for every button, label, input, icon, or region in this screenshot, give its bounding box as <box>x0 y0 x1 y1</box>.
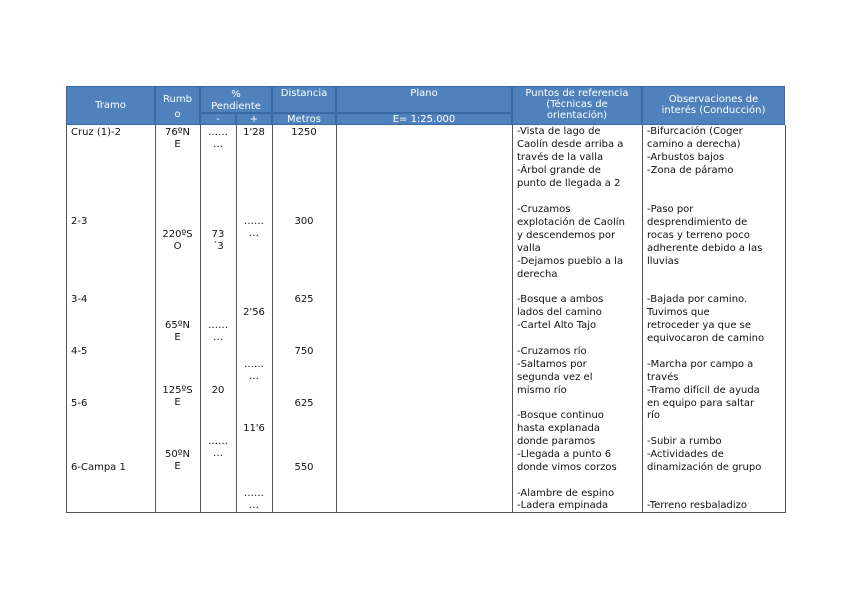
tramo-cell: 3-4 <box>71 294 88 305</box>
rumbo-value: O <box>173 241 182 252</box>
pend-plus-value: …… <box>244 488 264 499</box>
pend-minus-cell <box>200 127 236 151</box>
rumbo-value: 76ºN <box>165 127 190 138</box>
pend-minus-value: 20 <box>211 385 225 396</box>
observaciones-line: -Bajada por camino. <box>647 294 748 305</box>
observaciones-line: Tuvimos que <box>647 307 710 318</box>
header-rumbo-line1: Rumb <box>163 94 192 105</box>
pend-plus-value: … <box>249 228 259 239</box>
pend-plus-value: 11'6 <box>243 423 265 434</box>
header-pendiente <box>200 86 272 113</box>
grid-line <box>512 125 513 513</box>
rumbo-value: 220ºS <box>162 229 193 240</box>
pend-plus-value: …… <box>244 216 264 227</box>
observaciones-line: desprendimiento de <box>647 217 748 228</box>
grid-line <box>66 125 67 513</box>
observaciones-line: -Paso por <box>647 204 694 215</box>
header-pendiente-minus <box>200 113 236 125</box>
puntos-line: -Cruzamos río <box>517 346 587 357</box>
observaciones-line: -Actividades de <box>647 449 724 460</box>
header-distancia-unit-label: Metros <box>287 114 321 125</box>
puntos-line: -Cruzamos <box>517 204 571 215</box>
grid-line <box>66 512 786 513</box>
pend-plus-value: … <box>249 500 259 511</box>
rumbo-cell <box>155 449 200 473</box>
rumbo-value: 65ºN <box>165 320 190 331</box>
tramo-cell: Cruz (1)-2 <box>71 127 121 138</box>
pend-minus-value: … <box>213 448 223 459</box>
header-pendiente-plus-label: + <box>249 114 259 125</box>
observaciones-line: -Marcha por campo a <box>647 359 754 370</box>
pend-plus-cell <box>236 423 272 435</box>
puntos-line: -Ladera empinada <box>517 500 609 511</box>
pend-plus-value: 1'28 <box>243 127 265 138</box>
header-plano <box>336 86 512 113</box>
pend-minus-value: …… <box>208 127 228 138</box>
distancia-cell: 625 <box>294 398 314 409</box>
grid-line <box>336 125 337 513</box>
pend-minus-value: …… <box>208 436 228 447</box>
tramo-cell: 6-Campa 1 <box>71 462 126 473</box>
grid-line <box>272 125 273 513</box>
header-pendiente-line2: Pendiente <box>211 101 261 112</box>
puntos-line: y descendemos por <box>517 230 616 241</box>
header-puntos-line2: (Técnicas de <box>546 99 608 110</box>
pend-minus-value: ´3 <box>212 241 224 252</box>
pend-minus-cell <box>200 436 236 460</box>
pend-plus-cell <box>236 359 272 383</box>
puntos-line: -Cartel Alto Tajo <box>517 320 597 331</box>
header-puntos <box>512 86 642 125</box>
pend-plus-cell <box>236 488 272 512</box>
header-distancia <box>272 86 336 113</box>
puntos-line: donde paramos <box>517 436 596 447</box>
pend-plus-cell <box>236 307 272 319</box>
rumbo-cell <box>155 320 200 344</box>
puntos-line: punto de llegada a 2 <box>517 178 621 189</box>
pend-minus-value: … <box>213 332 223 343</box>
observaciones-line: equivocaron de camino <box>647 333 765 344</box>
pend-plus-cell <box>236 216 272 240</box>
grid-line <box>785 125 786 513</box>
tramo-cell: 2-3 <box>71 216 88 227</box>
pend-plus-value: … <box>249 371 259 382</box>
header-plano-scale <box>336 113 512 125</box>
header-pendiente-minus-label: - <box>216 114 220 125</box>
puntos-line: -Alambre de espino <box>517 488 615 499</box>
pend-plus-cell <box>236 127 272 139</box>
observaciones-line: dinamización de grupo <box>647 462 762 473</box>
observaciones-line: río <box>647 410 661 421</box>
puntos-line: -Bosque a ambos <box>517 294 604 305</box>
pend-minus-value: …… <box>208 320 228 331</box>
header-plano-label: Plano <box>410 88 438 99</box>
header-puntos-line1: Puntos de referencia <box>525 88 629 99</box>
grid-line <box>642 125 643 513</box>
puntos-line: lados del camino <box>517 307 602 318</box>
header-pendiente-plus <box>236 113 272 125</box>
header-puntos-line3: orientación) <box>546 110 608 121</box>
puntos-line: explotación de Caolín <box>517 217 625 228</box>
observaciones-line: camino a derecha) <box>647 139 741 150</box>
observaciones-line: -Arbustos bajos <box>647 152 725 163</box>
rumbo-cell <box>155 127 200 151</box>
rumbo-cell <box>155 385 200 409</box>
grid-line <box>236 125 237 513</box>
puntos-line: través de la valla <box>517 152 604 163</box>
header-rumbo <box>155 86 200 125</box>
distancia-cell: 625 <box>294 294 314 305</box>
distancia-cell: 1250 <box>291 127 317 138</box>
pend-minus-cell <box>200 320 236 344</box>
distancia-cell: 300 <box>294 216 314 227</box>
rumbo-value: E <box>174 397 181 408</box>
observaciones-line: -Subir a rumbo <box>647 436 722 447</box>
rumbo-value: 50ºN <box>165 449 190 460</box>
distancia-cell: 750 <box>294 346 314 357</box>
observaciones-line: retroceder ya que se <box>647 320 752 331</box>
tramo-cell: 4-5 <box>71 346 88 357</box>
observaciones-line: través <box>647 372 679 383</box>
puntos-line: segunda vez el <box>517 372 593 383</box>
puntos-line: -Dejamos pueblo a la <box>517 256 624 267</box>
puntos-line: derecha <box>517 269 558 280</box>
puntos-line: mismo río <box>517 385 567 396</box>
puntos-line: valla <box>517 243 541 254</box>
rumbo-value: 125ºS <box>162 385 193 396</box>
rumbo-value: E <box>174 332 181 343</box>
rumbo-value: E <box>174 139 181 150</box>
tramo-cell: 5-6 <box>71 398 88 409</box>
observaciones-line: -Zona de páramo <box>647 165 734 176</box>
pend-plus-value: 2'56 <box>243 307 265 318</box>
pend-minus-cell <box>200 229 236 253</box>
pend-minus-cell <box>200 385 236 397</box>
observaciones-line: en equipo para saltar <box>647 398 755 409</box>
header-plano-scale-label: E= 1:25.000 <box>392 114 456 125</box>
observaciones-line: -Tramo difícil de ayuda <box>647 385 760 396</box>
distancia-cell: 550 <box>294 462 314 473</box>
pend-plus-value: …… <box>244 359 264 370</box>
observaciones-line: -Bifurcación (Coger <box>647 126 743 137</box>
rumbo-cell <box>155 229 200 253</box>
puntos-line: -Saltamos por <box>517 359 587 370</box>
observaciones-line: rocas y terreno poco <box>647 230 750 241</box>
pend-minus-value: 73 <box>211 229 225 240</box>
observaciones-line: -Terreno resbaladizo <box>647 500 747 511</box>
header-pendiente-line1: % <box>231 89 241 100</box>
header-rumbo-line2: o <box>174 109 181 120</box>
header-observaciones-line1: Observaciones de <box>668 94 759 105</box>
header-tramo <box>66 86 155 125</box>
header-observaciones <box>642 86 785 125</box>
puntos-line: -Vista de lago de <box>517 126 601 137</box>
puntos-line: donde vimos corzos <box>517 462 617 473</box>
puntos-line: -Llegada a punto 6 <box>517 449 612 460</box>
observaciones-line: adherente debido a las <box>647 243 763 254</box>
pend-minus-value: … <box>213 139 223 150</box>
header-observaciones-line2: interés (Conducción) <box>661 105 766 116</box>
puntos-line: -Bosque continuo <box>517 410 604 421</box>
header-distancia-unit <box>272 113 336 125</box>
observaciones-line: lluvias <box>647 256 679 267</box>
header-tramo-label: Tramo <box>95 100 126 111</box>
header-distancia-label: Distancia <box>280 88 328 99</box>
puntos-line: -Árbol grande de <box>517 165 601 176</box>
puntos-line: Caolín desde arriba a <box>517 139 624 150</box>
rumbo-value: E <box>174 461 181 472</box>
puntos-line: hasta explanada <box>517 423 600 434</box>
